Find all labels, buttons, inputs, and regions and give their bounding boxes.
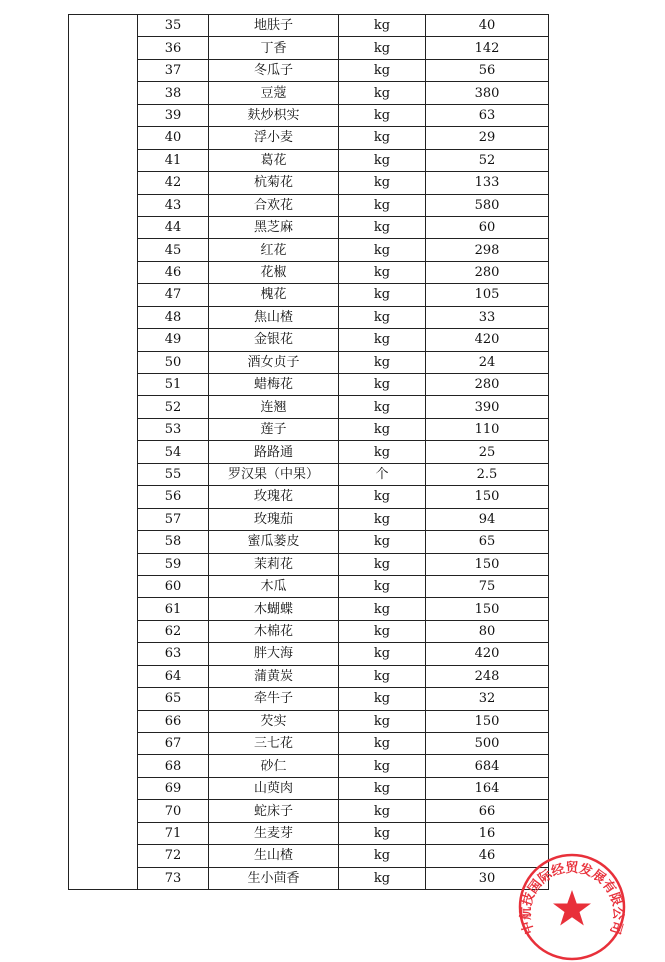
item-price: 105 <box>426 284 549 306</box>
item-price: 32 <box>426 688 549 710</box>
item-price: 16 <box>426 822 549 844</box>
item-name: 合欢花 <box>209 194 339 216</box>
item-price: 500 <box>426 733 549 755</box>
item-unit: kg <box>339 396 426 418</box>
item-price: 2.5 <box>426 463 549 485</box>
table-row <box>69 37 549 59</box>
table-row <box>69 710 549 732</box>
row-number: 63 <box>138 643 209 665</box>
table-row <box>69 531 549 553</box>
table-row <box>69 553 549 575</box>
item-price: 24 <box>426 351 549 373</box>
item-unit: kg <box>339 172 426 194</box>
table-row <box>69 755 549 777</box>
table-row <box>69 127 549 149</box>
row-number: 72 <box>138 845 209 867</box>
item-name: 浮小麦 <box>209 127 339 149</box>
item-price: 40 <box>426 15 549 37</box>
item-name: 焦山楂 <box>209 306 339 328</box>
table-row <box>69 239 549 261</box>
item-unit: kg <box>339 127 426 149</box>
item-name: 莲子 <box>209 418 339 440</box>
row-number: 65 <box>138 688 209 710</box>
item-name: 金银花 <box>209 329 339 351</box>
row-number: 56 <box>138 486 209 508</box>
item-name: 生麦芽 <box>209 822 339 844</box>
item-unit: kg <box>339 329 426 351</box>
table-row <box>69 194 549 216</box>
row-number: 68 <box>138 755 209 777</box>
item-name: 山萸肉 <box>209 777 339 799</box>
item-name: 蜜瓜蒌皮 <box>209 531 339 553</box>
row-number: 49 <box>138 329 209 351</box>
price-table-body <box>69 15 549 890</box>
item-price: 30 <box>426 867 549 889</box>
item-unit: kg <box>339 553 426 575</box>
row-number: 58 <box>138 531 209 553</box>
category-cell <box>69 15 138 890</box>
item-unit: kg <box>339 508 426 530</box>
row-number: 45 <box>138 239 209 261</box>
star-icon <box>553 890 591 926</box>
item-name: 丁香 <box>209 37 339 59</box>
table-row <box>69 620 549 642</box>
item-name: 蒲黄炭 <box>209 665 339 687</box>
row-number: 47 <box>138 284 209 306</box>
table-row <box>69 216 549 238</box>
table-row <box>69 306 549 328</box>
row-number: 50 <box>138 351 209 373</box>
table-row <box>69 845 549 867</box>
item-unit: kg <box>339 418 426 440</box>
item-name: 木蝴蝶 <box>209 598 339 620</box>
item-price: 60 <box>426 216 549 238</box>
table-row <box>69 172 549 194</box>
item-unit: kg <box>339 777 426 799</box>
row-number: 69 <box>138 777 209 799</box>
item-unit: kg <box>339 239 426 261</box>
item-unit: kg <box>339 486 426 508</box>
item-price: 420 <box>426 329 549 351</box>
item-price: 280 <box>426 261 549 283</box>
item-name: 豆蔻 <box>209 82 339 104</box>
item-name: 地肤子 <box>209 15 339 37</box>
item-name: 槐花 <box>209 284 339 306</box>
item-price: 94 <box>426 508 549 530</box>
row-number: 35 <box>138 15 209 37</box>
row-number: 67 <box>138 733 209 755</box>
item-name: 玫瑰茄 <box>209 508 339 530</box>
row-number: 64 <box>138 665 209 687</box>
item-unit: kg <box>339 800 426 822</box>
item-name: 芡实 <box>209 710 339 732</box>
table-row <box>69 104 549 126</box>
item-name: 麸炒枳实 <box>209 104 339 126</box>
item-price: 390 <box>426 396 549 418</box>
item-name: 罗汉果（中果） <box>209 463 339 485</box>
item-unit: kg <box>339 733 426 755</box>
row-number: 48 <box>138 306 209 328</box>
row-number: 57 <box>138 508 209 530</box>
row-number: 52 <box>138 396 209 418</box>
item-price: 66 <box>426 800 549 822</box>
company-seal <box>517 852 627 962</box>
row-number: 44 <box>138 216 209 238</box>
item-unit: kg <box>339 822 426 844</box>
item-unit: kg <box>339 598 426 620</box>
row-number: 62 <box>138 620 209 642</box>
row-number: 71 <box>138 822 209 844</box>
item-unit: 个 <box>339 463 426 485</box>
item-name: 蛇床子 <box>209 800 339 822</box>
item-price: 110 <box>426 418 549 440</box>
table-row <box>69 733 549 755</box>
item-name: 木棉花 <box>209 620 339 642</box>
item-unit: kg <box>339 531 426 553</box>
item-name: 花椒 <box>209 261 339 283</box>
table-row <box>69 800 549 822</box>
table-row <box>69 575 549 597</box>
item-name: 生山楂 <box>209 845 339 867</box>
table-row <box>69 777 549 799</box>
item-unit: kg <box>339 149 426 171</box>
row-number: 60 <box>138 575 209 597</box>
table-row <box>69 688 549 710</box>
row-number: 43 <box>138 194 209 216</box>
row-number: 51 <box>138 374 209 396</box>
row-number: 73 <box>138 867 209 889</box>
item-unit: kg <box>339 15 426 37</box>
item-unit: kg <box>339 665 426 687</box>
item-unit: kg <box>339 306 426 328</box>
item-unit: kg <box>339 688 426 710</box>
item-unit: kg <box>339 37 426 59</box>
item-price: 56 <box>426 59 549 81</box>
row-number: 37 <box>138 59 209 81</box>
table-row <box>69 643 549 665</box>
item-unit: kg <box>339 216 426 238</box>
table-row <box>69 284 549 306</box>
table-row <box>69 822 549 844</box>
item-unit: kg <box>339 194 426 216</box>
item-price: 52 <box>426 149 549 171</box>
item-unit: kg <box>339 575 426 597</box>
item-name: 玫瑰花 <box>209 486 339 508</box>
row-number: 42 <box>138 172 209 194</box>
item-unit: kg <box>339 845 426 867</box>
table-row <box>69 82 549 104</box>
item-price: 150 <box>426 486 549 508</box>
table-row <box>69 441 549 463</box>
row-number: 66 <box>138 710 209 732</box>
table-row <box>69 508 549 530</box>
item-price: 580 <box>426 194 549 216</box>
item-unit: kg <box>339 755 426 777</box>
item-name: 胖大海 <box>209 643 339 665</box>
item-unit: kg <box>339 620 426 642</box>
row-number: 38 <box>138 82 209 104</box>
row-number: 54 <box>138 441 209 463</box>
table-row <box>69 374 549 396</box>
item-name: 木瓜 <box>209 575 339 597</box>
table-row <box>69 329 549 351</box>
item-name: 砂仁 <box>209 755 339 777</box>
item-name: 茉莉花 <box>209 553 339 575</box>
item-price: 142 <box>426 37 549 59</box>
item-name: 红花 <box>209 239 339 261</box>
row-number: 46 <box>138 261 209 283</box>
table-row <box>69 665 549 687</box>
item-price: 150 <box>426 710 549 732</box>
table-row <box>69 149 549 171</box>
table-row <box>69 15 549 37</box>
row-number: 55 <box>138 463 209 485</box>
item-unit: kg <box>339 710 426 732</box>
row-number: 70 <box>138 800 209 822</box>
item-unit: kg <box>339 441 426 463</box>
table-row <box>69 351 549 373</box>
table-row <box>69 59 549 81</box>
item-name: 酒女贞子 <box>209 351 339 373</box>
item-unit: kg <box>339 261 426 283</box>
price-table <box>68 14 549 890</box>
item-price: 65 <box>426 531 549 553</box>
item-price: 420 <box>426 643 549 665</box>
item-unit: kg <box>339 374 426 396</box>
item-unit: kg <box>339 643 426 665</box>
item-name: 蜡梅花 <box>209 374 339 396</box>
item-price: 164 <box>426 777 549 799</box>
item-price: 298 <box>426 239 549 261</box>
item-price: 75 <box>426 575 549 597</box>
item-name: 葛花 <box>209 149 339 171</box>
item-name: 冬瓜子 <box>209 59 339 81</box>
table-row <box>69 598 549 620</box>
table-row <box>69 261 549 283</box>
table-row <box>69 486 549 508</box>
item-price: 25 <box>426 441 549 463</box>
seal-text: 中航技国际经贸发展有限公司 <box>518 861 626 936</box>
item-unit: kg <box>339 351 426 373</box>
item-name: 生小茴香 <box>209 867 339 889</box>
item-price: 133 <box>426 172 549 194</box>
row-number: 36 <box>138 37 209 59</box>
item-price: 380 <box>426 82 549 104</box>
item-price: 29 <box>426 127 549 149</box>
item-price: 248 <box>426 665 549 687</box>
item-name: 连翘 <box>209 396 339 418</box>
item-name: 黑芝麻 <box>209 216 339 238</box>
item-price: 150 <box>426 553 549 575</box>
table-row <box>69 463 549 485</box>
item-name: 牵牛子 <box>209 688 339 710</box>
item-unit: kg <box>339 104 426 126</box>
row-number: 61 <box>138 598 209 620</box>
item-price: 280 <box>426 374 549 396</box>
item-name: 三七花 <box>209 733 339 755</box>
item-price: 33 <box>426 306 549 328</box>
item-price: 46 <box>426 845 549 867</box>
item-price: 684 <box>426 755 549 777</box>
item-name: 杭菊花 <box>209 172 339 194</box>
item-unit: kg <box>339 284 426 306</box>
item-unit: kg <box>339 867 426 889</box>
row-number: 41 <box>138 149 209 171</box>
row-number: 40 <box>138 127 209 149</box>
item-name: 路路通 <box>209 441 339 463</box>
item-price: 150 <box>426 598 549 620</box>
item-price: 63 <box>426 104 549 126</box>
table-row <box>69 396 549 418</box>
item-price: 80 <box>426 620 549 642</box>
table-row <box>69 867 549 889</box>
item-unit: kg <box>339 82 426 104</box>
row-number: 59 <box>138 553 209 575</box>
item-unit: kg <box>339 59 426 81</box>
row-number: 39 <box>138 104 209 126</box>
table-row <box>69 418 549 440</box>
row-number: 53 <box>138 418 209 440</box>
